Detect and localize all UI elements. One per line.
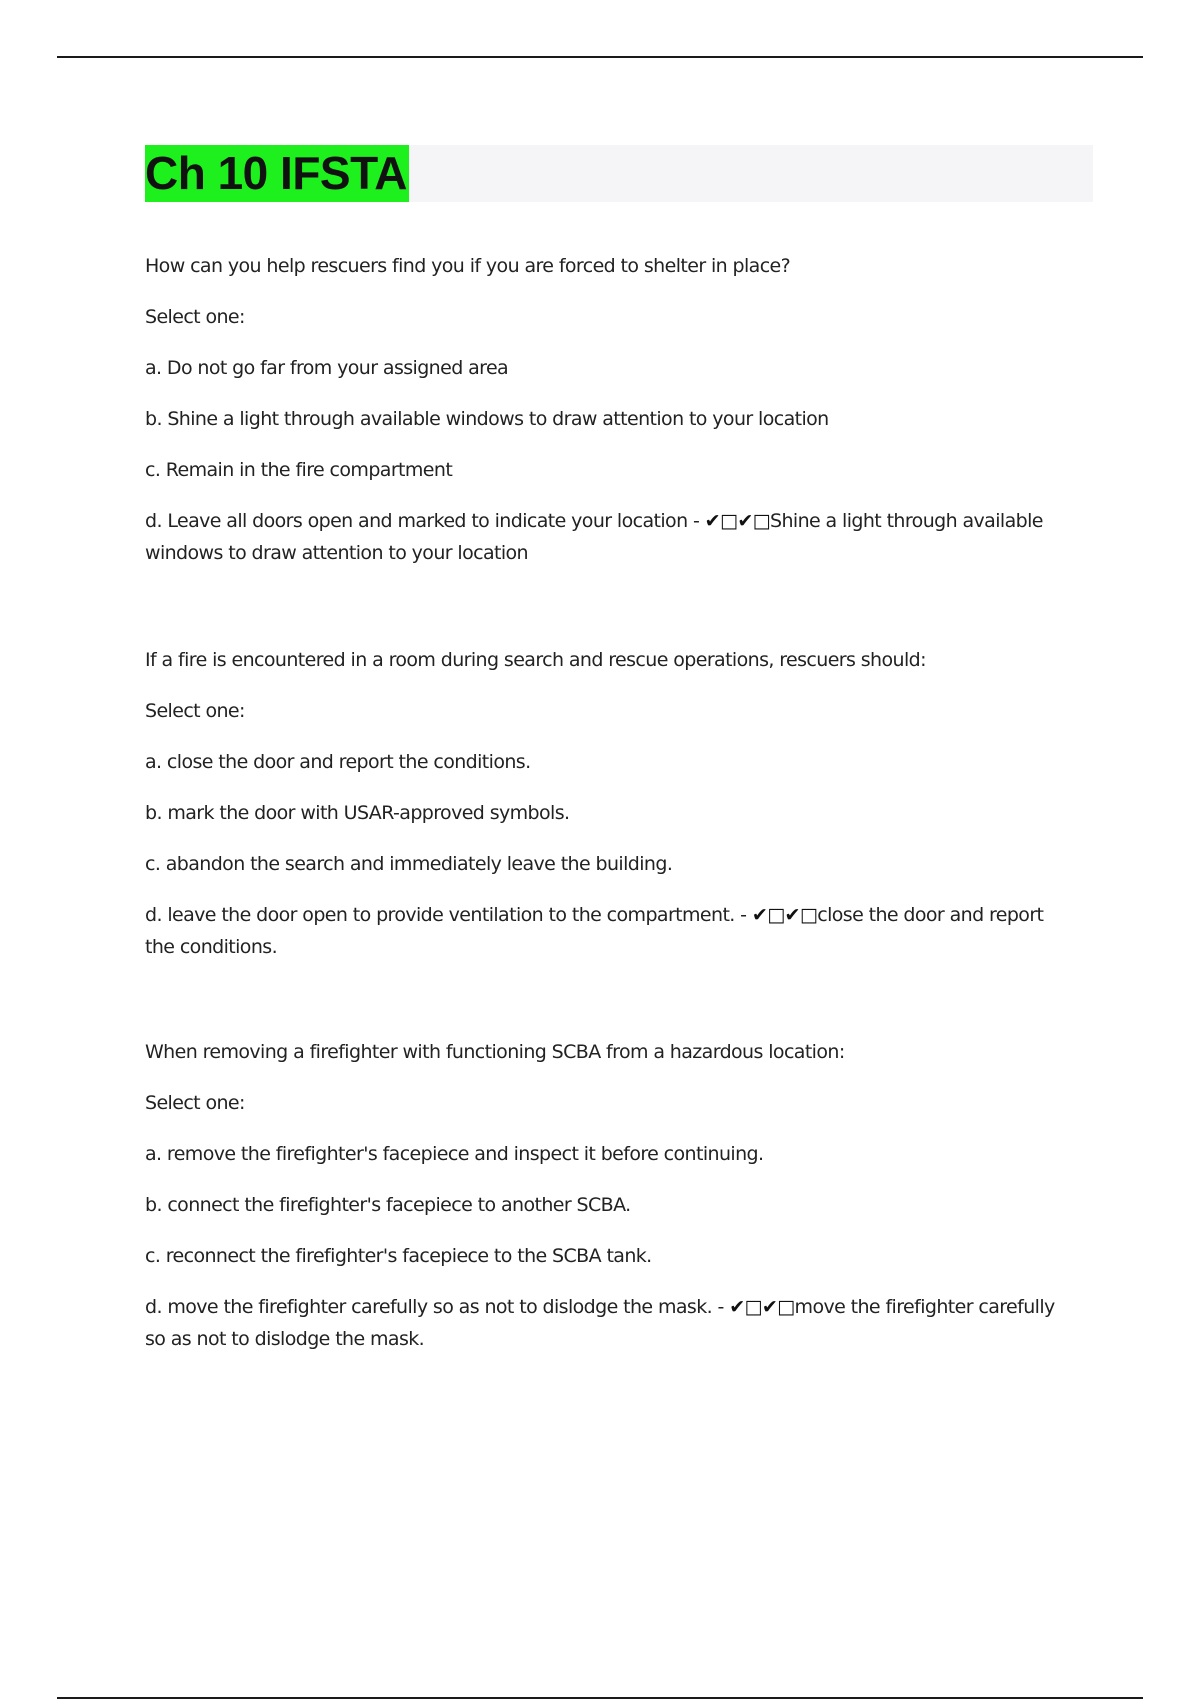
select-label: Select one: bbox=[145, 1092, 245, 1114]
option-b: b. mark the door with USAR-approved symbols. bbox=[145, 802, 570, 824]
select-label: Select one: bbox=[145, 306, 245, 328]
document-title: Ch 10 IFSTA bbox=[145, 145, 409, 202]
question-block-2 bbox=[145, 644, 1075, 963]
option-b: b. connect the firefighter's facepiece to another SCBA. bbox=[145, 1194, 631, 1216]
option-c: c. reconnect the firefighter's facepiece to the SCBA tank. bbox=[145, 1245, 652, 1267]
option-d-with-answer bbox=[145, 1291, 1075, 1355]
option-c: c. Remain in the fire compartment bbox=[145, 459, 453, 481]
option-d: d. move the firefighter carefully so as not to dislodge the mask. - bbox=[145, 1296, 730, 1318]
check-mark-icons: ✔□✔□ bbox=[704, 510, 770, 532]
option-c: c. abandon the search and immediately leave the building. bbox=[145, 853, 673, 875]
question-block-3 bbox=[145, 1036, 1075, 1355]
option-a: a. close the door and report the conditions. bbox=[145, 751, 531, 773]
answer-text: close the door and report the conditions. bbox=[145, 904, 1044, 958]
answer-text: move the firefighter carefully so as not to dislodge the mask. bbox=[145, 1296, 1055, 1350]
answer-text: Shine a light through available windows to draw attention to your location bbox=[145, 510, 1043, 564]
bottom-rule bbox=[57, 1697, 1143, 1699]
option-d-with-answer bbox=[145, 505, 1075, 569]
check-mark-icons: ✔□✔□ bbox=[729, 1296, 795, 1318]
question-text: How can you help rescuers find you if you are forced to shelter in place? bbox=[145, 255, 791, 277]
question-block-1 bbox=[145, 250, 1075, 569]
option-d: d. leave the door open to provide ventilation to the compartment. - bbox=[145, 904, 752, 926]
option-d-with-answer bbox=[145, 899, 1075, 963]
question-text: When removing a firefighter with functioning SCBA from a hazardous location: bbox=[145, 1041, 845, 1063]
check-mark-icons: ✔□✔□ bbox=[751, 904, 818, 926]
top-rule bbox=[57, 56, 1143, 58]
option-b: b. Shine a light through available windows to draw attention to your location bbox=[145, 408, 829, 430]
option-d: d. Leave all doors open and marked to indicate your location - bbox=[145, 510, 705, 532]
option-a: a. remove the firefighter's facepiece and inspect it before continuing. bbox=[145, 1143, 764, 1165]
select-label: Select one: bbox=[145, 700, 245, 722]
question-text: If a fire is encountered in a room during search and rescue operations, rescuers should: bbox=[145, 649, 926, 671]
option-a: a. Do not go far from your assigned area bbox=[145, 357, 509, 379]
